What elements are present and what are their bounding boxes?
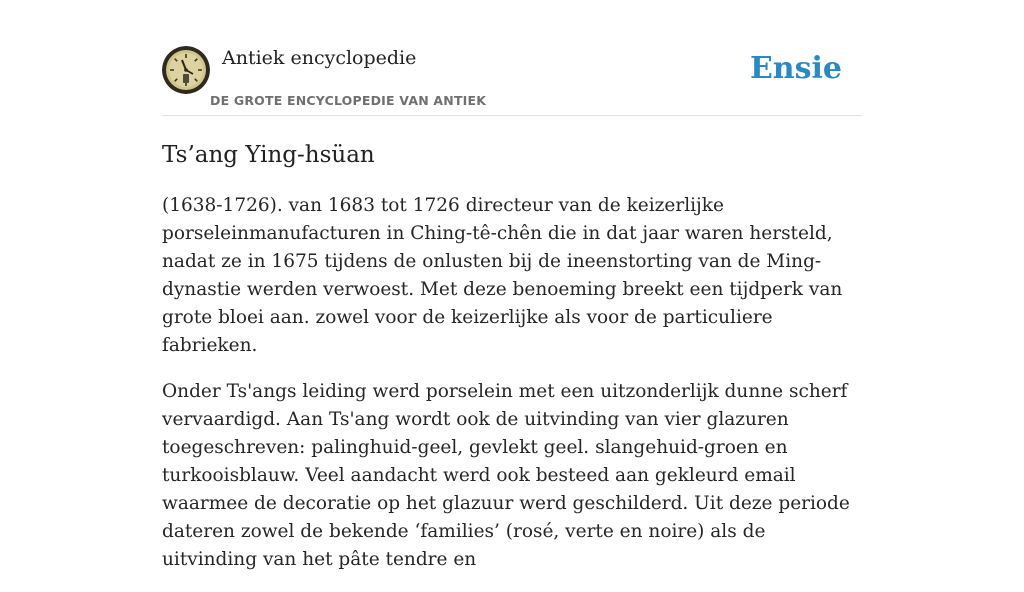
antique-clock-icon[interactable]: [162, 46, 210, 94]
site-subtitle: DE GROTE ENCYCLOPEDIE VAN ANTIEK: [210, 93, 487, 108]
article-paragraph: Onder Ts'angs leiding werd porselein met een uitzonderlijk dunne scherf vervaardigd. Aan Ts'ang wordt ook de uitvinding van vier glazuren toegeschreven: palinghuid-geel, gevlekt geel. slangehuid-groen en turkooisblauw. Veel aandacht werd ook besteed aan gekleurd email waarmee de decoratie op het glazuur werd geschilderd. Uit deze periode dateren zowel de bekende ‘families’ (rosé, verte en noire) als de uitvinding van het pâte tendre en: [162, 381, 850, 570]
article-title: Ts’ang Ying-hsüan: [162, 142, 375, 168]
page: [162, 0, 862, 570]
site-title[interactable]: Antiek encyclopedie: [222, 47, 417, 69]
article-body: [162, 192, 862, 592]
brand-logo[interactable]: Ensie: [749, 51, 842, 86]
article-paragraph: (1638-1726). van 1683 tot 1726 directeur van de keizerlijke porseleinmanufacturen in Ching-tê-chên die in dat jaar waren hersteld, nadat ze in 1675 tijdens de onlusten bij de ineenstorting van de Ming-dynastie werden verwoest. Met deze benoeming breekt een tijdperk van grote bloei aan. zowel voor de keizerlijke als voor de particuliere fabrieken.: [162, 195, 843, 356]
site-header: [162, 0, 862, 116]
